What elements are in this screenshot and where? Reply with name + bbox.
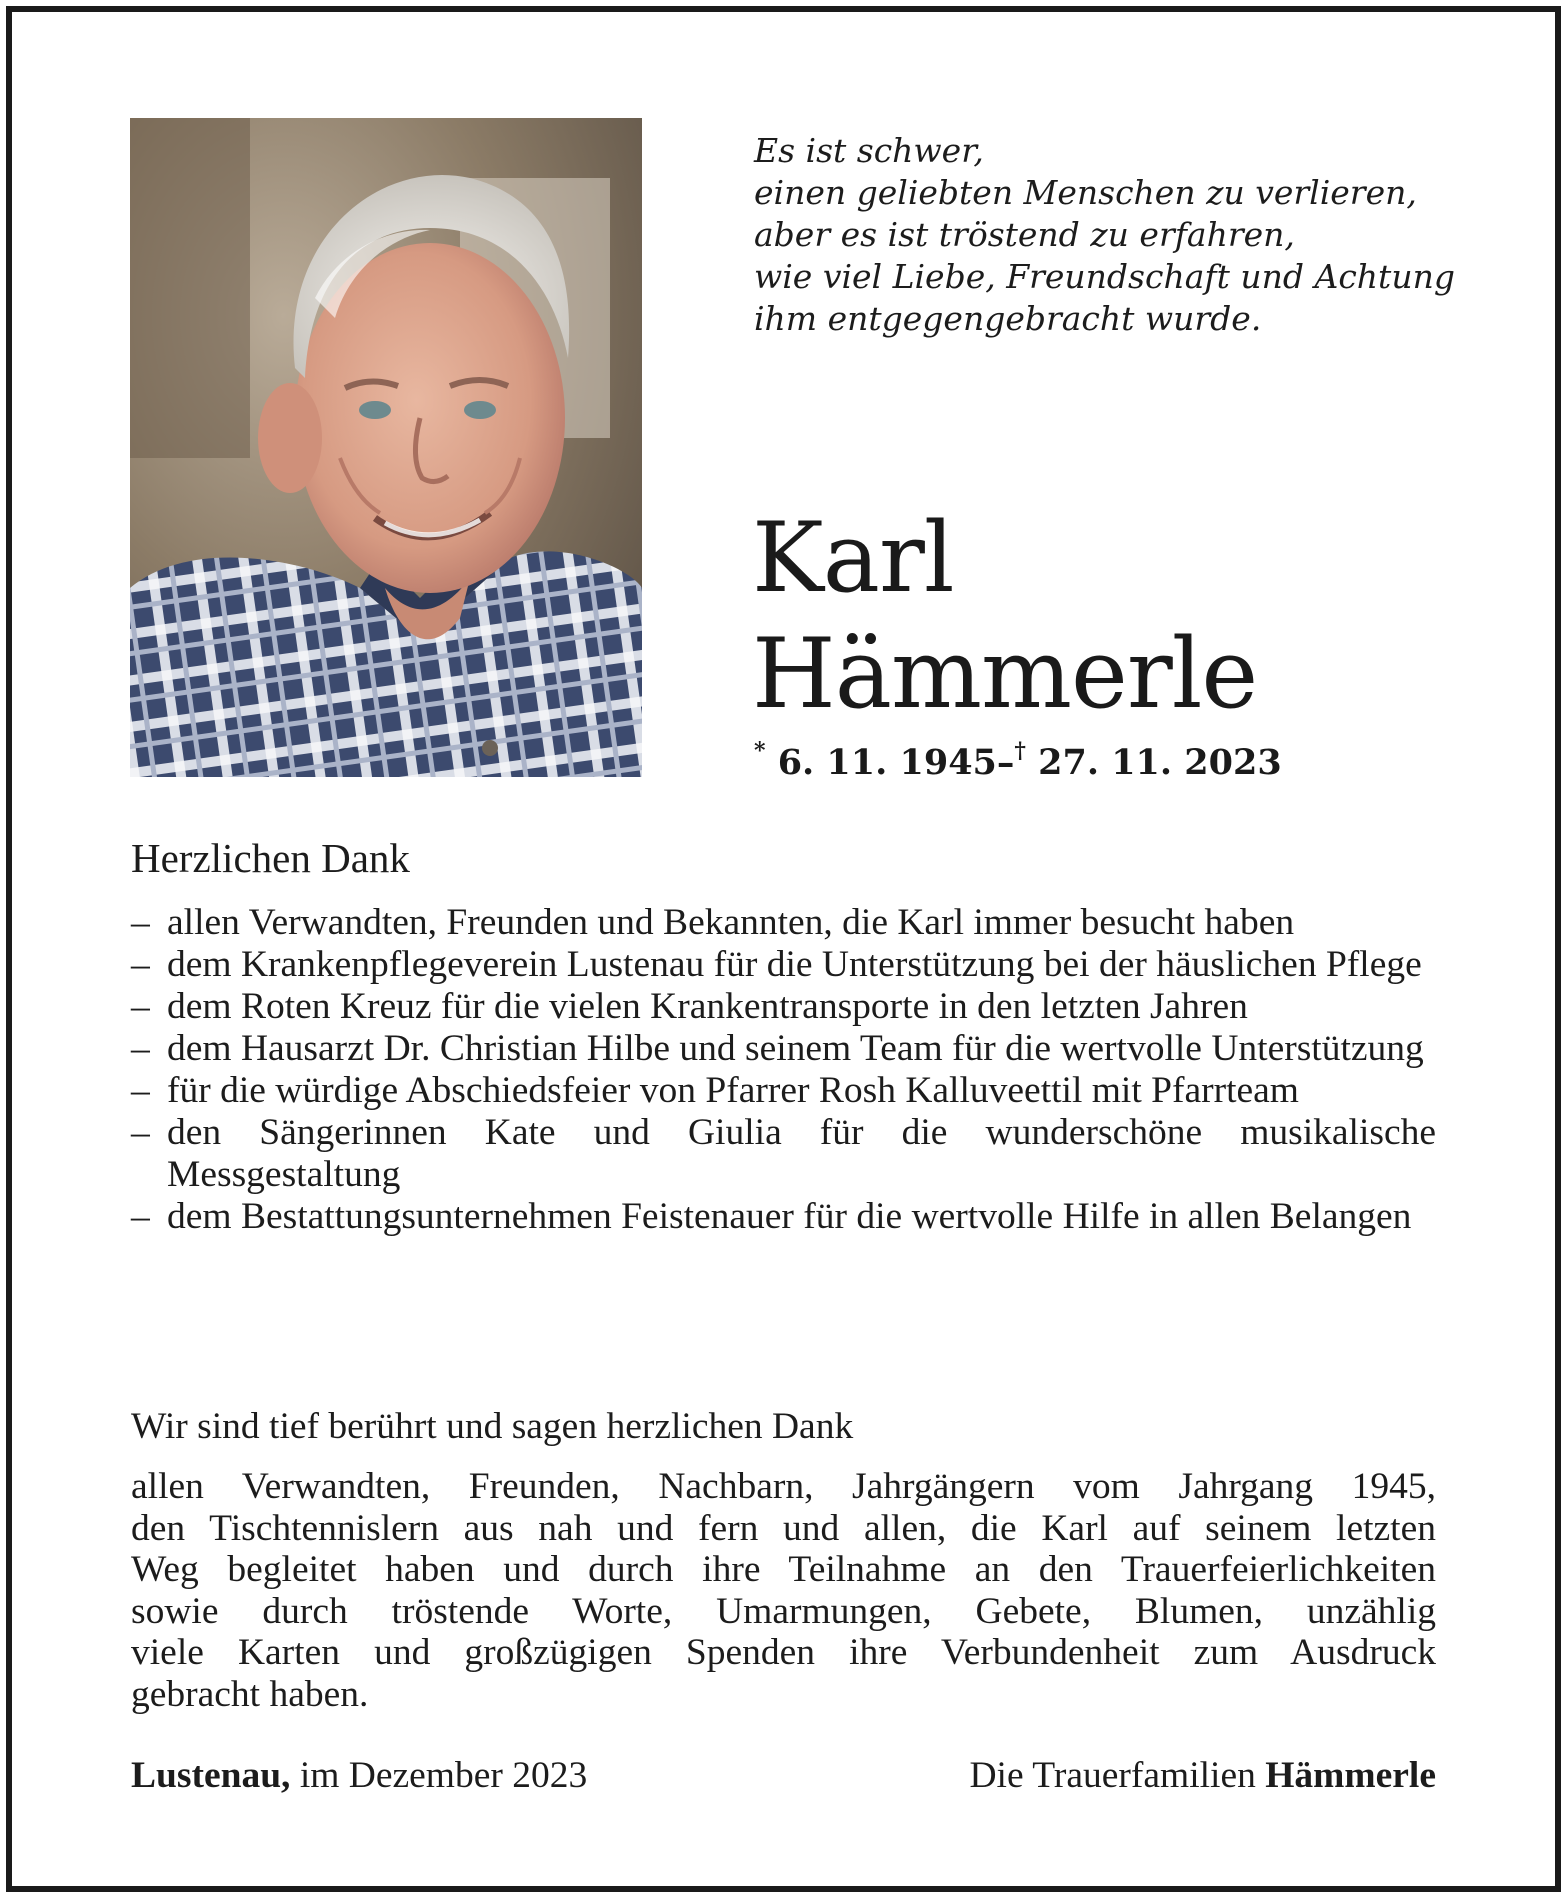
quote-line: aber es ist tröstend zu erfahren, <box>754 215 1295 254</box>
list-item-text: dem Hausarzt Dr. Christian Hilbe und seinem Team für die wertvolle Unterstützung <box>167 1028 1424 1069</box>
quote-line: wie viel Liebe, Freundschaft und Achtung <box>754 257 1455 296</box>
life-dates <box>754 738 1282 783</box>
death-date: 27. 11. 2023 <box>1038 742 1282 783</box>
list-item <box>131 1070 1436 1112</box>
list-item <box>131 986 1436 1028</box>
thanks-list <box>131 902 1436 1238</box>
death-symbol: † <box>1014 738 1026 764</box>
list-item <box>131 1196 1436 1238</box>
place: Lustenau, <box>131 1755 291 1796</box>
place-date <box>131 1754 587 1797</box>
list-item <box>131 1112 1436 1196</box>
closing-line: Weg begleitet haben und durch ihre Teilnahme an den Trauerfeierlichkeiten <box>131 1549 1436 1590</box>
birth-symbol: * <box>754 738 766 764</box>
quote-line: Es ist schwer, <box>754 131 984 170</box>
list-dash: – <box>131 1028 150 1069</box>
closing-heading: Wir sind tief berührt und sagen herzlichen Dank <box>131 1406 854 1447</box>
last-name: Hämmerle <box>752 618 1258 730</box>
closing-line: sowie durch tröstende Worte, Umarmungen, Gebete, Blumen, unzählig <box>131 1590 1436 1632</box>
quote-line: ihm entgegengebracht wurde. <box>754 299 1262 338</box>
list-item-text: den Sängerinnen Kate und Giulia für die wunderschöne musikalische Messgestaltung <box>167 1112 1436 1195</box>
quote-line: einen geliebten Menschen zu verlieren, <box>754 173 1417 212</box>
date: im Dezember 2023 <box>299 1755 588 1796</box>
list-item <box>131 1028 1436 1070</box>
list-item-text: dem Krankenpflegeverein Lustenau für die Unterstützung bei der häuslichen Pflege <box>167 944 1422 985</box>
list-item-text: allen Verwandten, Freunden und Bekannten, die Karl immer besucht haben <box>167 902 1295 943</box>
deceased-name <box>752 500 1257 732</box>
thanks-heading: Herzlichen Dank <box>131 835 410 881</box>
birth-date: 6. 11. 1945 <box>777 742 997 783</box>
family-prefix: Die Trauerfamilien <box>969 1755 1256 1796</box>
list-item <box>131 902 1436 944</box>
closing-paragraph <box>131 1466 1436 1715</box>
family-name: Hämmerle <box>1265 1755 1436 1796</box>
list-item-text: dem Bestattungsunternehmen Feistenauer für die wertvolle Hilfe in allen Belangen <box>167 1196 1412 1237</box>
closing-line: den Tischtennislern aus nah und fern und allen, die Karl auf seinem letzten <box>131 1507 1436 1549</box>
closing-line: allen Verwandten, Freunden, Nachbarn, Jahrgängern vom Jahrgang 1945, <box>131 1466 1436 1507</box>
closing-line: gebracht haben. <box>131 1673 369 1715</box>
list-dash: – <box>131 944 150 985</box>
closing-line: viele Karten und großzügigen Spenden ihre Verbundenheit zum Ausdruck <box>131 1632 1436 1673</box>
list-dash: – <box>131 986 150 1027</box>
portrait-illustration <box>130 118 642 777</box>
memorial-quote <box>754 130 1454 340</box>
list-dash: – <box>131 1070 150 1111</box>
list-item-text: dem Roten Kreuz für die vielen Krankentransporte in den letzten Jahren <box>167 986 1248 1027</box>
portrait-photo <box>130 118 642 777</box>
date-separator: – <box>996 742 1015 783</box>
list-dash: – <box>131 1112 150 1153</box>
list-dash: – <box>131 1196 150 1237</box>
signature <box>969 1754 1436 1797</box>
first-name: Karl <box>752 502 954 614</box>
list-dash: – <box>131 902 150 943</box>
list-item-text: für die würdige Abschiedsfeier von Pfarrer Rosh Kalluveettil mit Pfarrteam <box>167 1070 1299 1111</box>
list-item <box>131 944 1436 986</box>
